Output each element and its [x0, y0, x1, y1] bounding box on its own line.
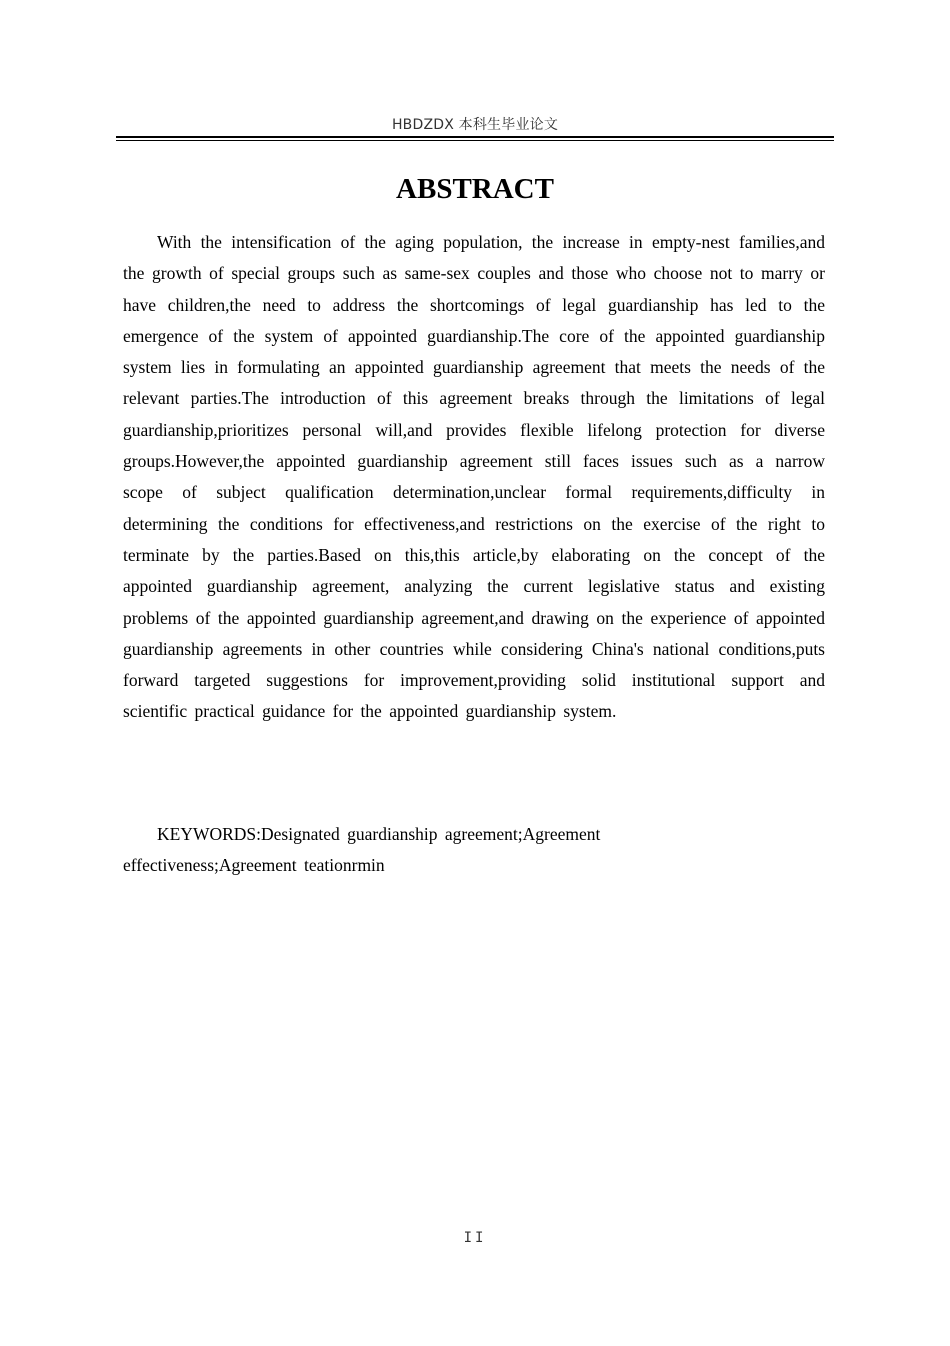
page-number: II — [463, 1230, 487, 1246]
keywords-paragraph: KEYWORDS:Designated guardianship agreement;Agreement effectiveness;Agreement teationrmin — [123, 824, 601, 876]
abstract-paragraph: With the intensification of the aging population, the increase in empty-nest families,and the growth of special groups such as same-sex couples and those who choose not to marry or have children,the need to address the shortcomings of legal guardianship has led to the emergence of the system of appointed guardianship.The core of the appointed guardianship system lies in formulating an appointed guardianship agreement that meets the needs of the relevant parties.The introduction of this agreement breaks through the limitations of legal guardianship,prioritizes personal will,and provides flexible lifelong protection for diverse groups.However,the appointed guardianship agreement still faces issues such as a narrow scope of subject qualification determination,unclear formal requirements,difficulty in determining the conditions for effectiveness,and restrictions on the exercise of the right to terminate by the parties.Based on this,this article,by elaborating on the concept of the appointed guardianship agreement, analyzing the current legislative status and existing problems of the appointed guardianship agreement,and drawing on the experience of appointed guardianship agreements in other countries while considering China's national conditions,puts forward targeted suggestions for improvement,providing solid institutional support and scientific practical guidance for the appointed guardianship system. — [123, 232, 825, 722]
page-title: ABSTRACT — [396, 173, 554, 205]
header-rule-thin — [116, 140, 834, 141]
header-rule-thick — [116, 136, 834, 138]
running-header: HBDZDX 本科生毕业论文 — [391, 117, 559, 133]
